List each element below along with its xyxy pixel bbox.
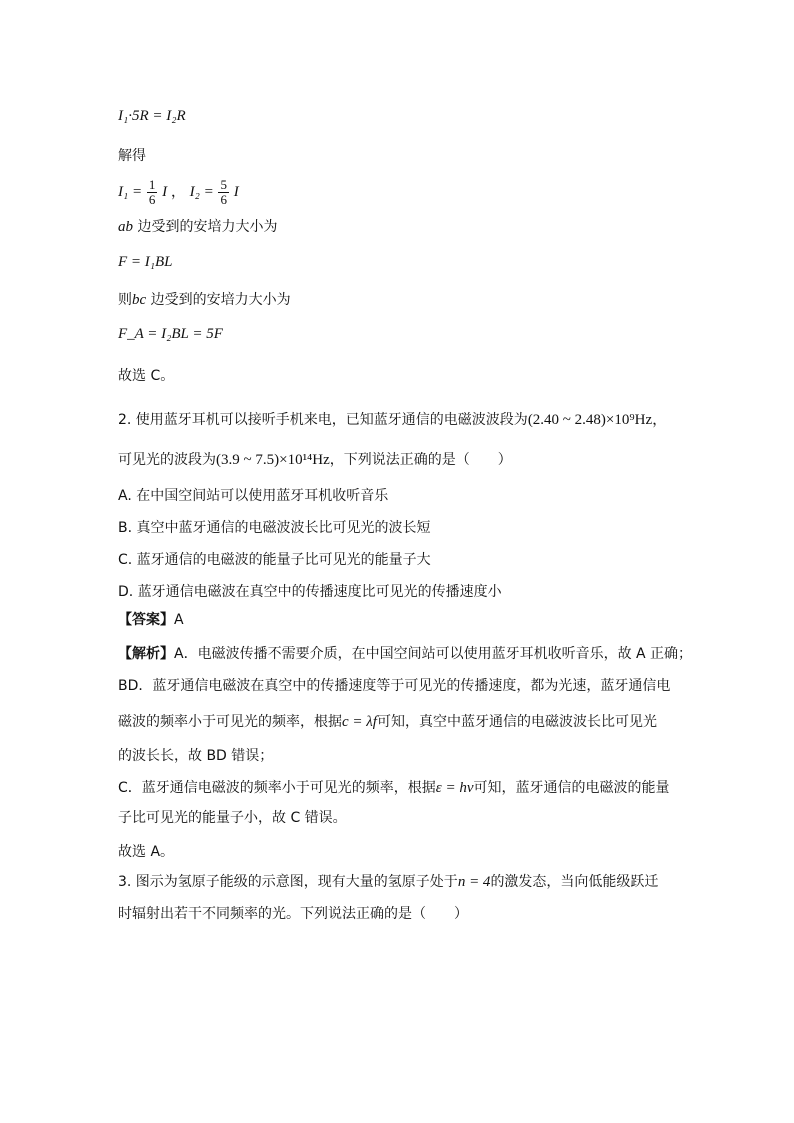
answer-choice-c: 故选 C。 bbox=[118, 368, 175, 384]
q2-answer bbox=[118, 610, 184, 630]
q3-line-1-a: 3. 图示为氢原子能级的示意图，现有大量的氢原子处于 bbox=[118, 874, 458, 890]
equation-current-balance: I₁·5R = I₂R bbox=[118, 108, 186, 124]
q2-line-2-text: 可见光的波段为 bbox=[118, 452, 216, 468]
i1-tail: I bbox=[162, 184, 168, 200]
ab-force-line bbox=[118, 217, 277, 237]
q2-line-2-tail: ，下列说法正确的是（ ） bbox=[329, 452, 512, 468]
i2-lhs: I₂ = bbox=[189, 184, 214, 200]
analysis-3-a: 磁波的频率小于可见光的频率，根据 bbox=[118, 714, 342, 730]
q2-analysis-4: 的波长长，故 BD 错误； bbox=[118, 748, 274, 764]
analysis-text-1: A．电磁波传播不需要介质，在中国空间站可以使用蓝牙耳机收听音乐，故 A 正确； bbox=[174, 646, 693, 662]
answer-label: 【答案】 bbox=[118, 612, 174, 628]
q3-line-1-b: 的激发态，当向低能级跃迁 bbox=[490, 874, 659, 890]
q2-analysis-5 bbox=[118, 778, 669, 798]
q2-analysis-1 bbox=[118, 644, 692, 664]
q2-line-1-text: 2. 使用蓝牙耳机可以接听手机来电，已知蓝牙通信的电磁波波段为 bbox=[118, 412, 528, 428]
q2-line-2 bbox=[118, 450, 512, 470]
q2-analysis-6: 子比可见光的能量子小，故 C 错误。 bbox=[118, 810, 347, 826]
q2-option-c: C. 蓝牙通信的电磁波的能量子比可见光的能量子大 bbox=[118, 552, 431, 568]
equation-force-fa: F_A = I₂BL = 5F bbox=[118, 326, 223, 342]
i2-tail: I bbox=[233, 184, 239, 200]
q2-final-answer: 故选 A。 bbox=[118, 844, 175, 860]
solve-label: 解得 bbox=[118, 148, 146, 164]
q2-option-d: D. 蓝牙通信电磁波在真空中的传播速度比可见光的传播速度小 bbox=[118, 584, 502, 600]
fraction-five-sixths: $\frac{5}{6}$ bbox=[220, 177, 227, 208]
analysis-3-b: 可知，真空中蓝牙通信的电磁波波长比可见光 bbox=[376, 714, 657, 730]
q2-analysis-3 bbox=[118, 712, 657, 732]
q3-line-2: 时辐射出若干不同频率的光。下列说法正确的是（ ） bbox=[118, 906, 468, 922]
q2-option-a: A. 在中国空间站可以使用蓝牙耳机收听音乐 bbox=[118, 488, 389, 504]
q2-option-b: B. 真空中蓝牙通信的电磁波波长比可见光的波长短 bbox=[118, 520, 431, 536]
fraction-one-sixth: $\frac{1}{6}$ bbox=[148, 177, 156, 208]
equation-force-f: F = I₁BL bbox=[118, 254, 173, 270]
bc-pre: 则 bbox=[118, 292, 132, 308]
q2-analysis-2: BD．蓝牙通信电磁波在真空中的传播速度等于可见光的传播速度，都为光速，蓝牙通信电 bbox=[118, 678, 671, 694]
formula-wave: c = λf bbox=[342, 714, 377, 730]
separator: ， bbox=[170, 184, 186, 200]
q2-line-1 bbox=[118, 410, 667, 430]
equation-currents bbox=[118, 176, 239, 208]
analysis-5-b: 可知，蓝牙通信的电磁波的能量 bbox=[473, 780, 670, 796]
var-ab: ab bbox=[118, 219, 133, 235]
i1-lhs: I₁ = bbox=[118, 184, 143, 200]
q3-line-1 bbox=[118, 872, 658, 892]
q3-level-n4: n = 4 bbox=[457, 874, 491, 890]
ab-text: 边受到的安培力大小为 bbox=[133, 219, 278, 235]
bc-text: 边受到的安培力大小为 bbox=[146, 292, 291, 308]
var-bc: bc bbox=[132, 292, 147, 308]
bc-force-line bbox=[118, 290, 291, 310]
q2-visible-band: (3.9 ~ 7.5)×10¹⁴Hz bbox=[216, 452, 330, 468]
answer-value: A bbox=[174, 612, 184, 628]
analysis-label: 【解析】 bbox=[118, 646, 174, 662]
analysis-5-a: C．蓝牙通信电磁波的频率小于可见光的频率，根据 bbox=[118, 780, 436, 796]
q2-bluetooth-band: (2.40 ~ 2.48)×10⁹Hz， bbox=[527, 412, 668, 428]
formula-energy: ε = hν bbox=[435, 780, 474, 796]
